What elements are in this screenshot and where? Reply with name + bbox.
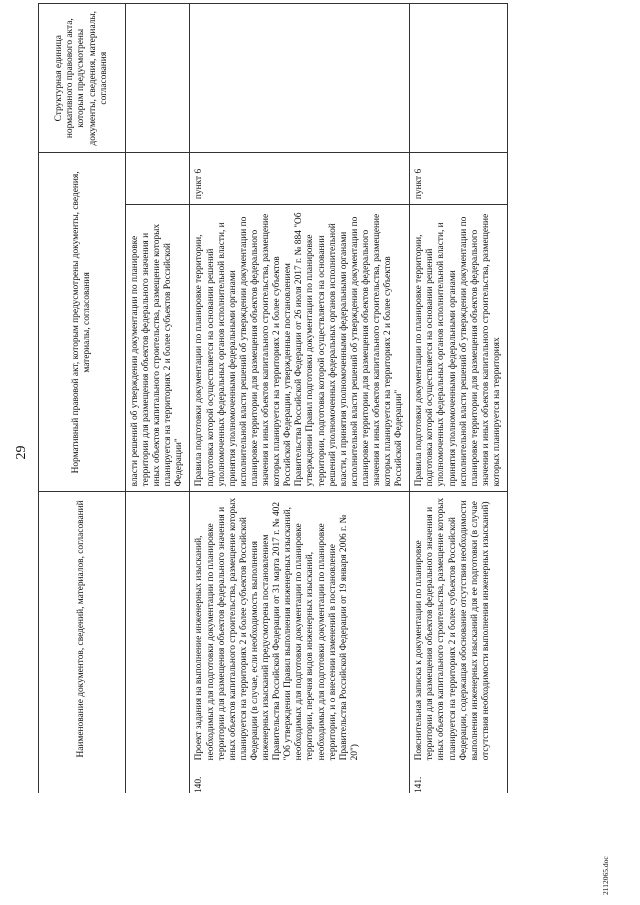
header-unit: Структурная единица нормативного правового акта, которым предусмотрены документы, сведения, материалы, согласования xyxy=(39,4,126,153)
row-document xyxy=(126,492,190,766)
row-act: Правила подготовки документации по планировке территории, подготовка которой осуществляется на основании решений уполномоченных федеральных органов исполнительной власти, и принятия уполномоченными федеральными органами исполнительной власти решений об утверждении документации по планировке территории для размещения объектов федерального значения и иных объектов капитального строительства, размещение которых планируется на территориях 2 и более субъектов Российской Федерации, утвержденные постановлением Правительства Российской Федерации от 26 июля 2017 г. № 884 "Об утверждении Правил подготовки документации по планировке территории, подготовка которой осуществляется на основании решений уполномоченных федеральных органов исполнительной власти, и принятия уполномоченными федеральными органами исполнительной власти решений об утверждении документации по планировке территории для размещения объектов федерального значения и иных объектов капитального строительства, размещение которых планируется на территориях 2 и более субъектов Российской Федерации" xyxy=(190,205,410,492)
row-unit xyxy=(126,4,190,153)
row-number xyxy=(126,765,190,793)
page-number: 29 xyxy=(14,445,29,460)
row-act-point xyxy=(126,153,190,205)
header-number-cell xyxy=(39,765,126,793)
table-row xyxy=(190,4,410,794)
row-unit-point: пункт 6 xyxy=(190,153,410,205)
row-document: Проект задания на выполнение инженерных изысканий, необходимых для подготовки документации по планировке территории для размещения объектов федерального значения и иных объектов капитального строительства, размещение которых планируется на территориях 2 и более субъектов Российской Федерации (в случае, если необходимость выполнения инженерных изысканий предусмотрена постановлением Правительства Российской Федерации от 31 марта 2017 г. № 402 "Об утверждении Правил выполнения инженерных изысканий, необходимых для подготовки документации по планировке территории, перечня видов инженерных изысканий, необходимых для подготовки документации по планировке территории, и о внесении изменений в постановление Правительства Российской Федерации от 19 января 2006 г. № 20") xyxy=(190,492,410,766)
header-act: Нормативный правовой акт, которым предусмотрены документы, сведения, материалы, согласования xyxy=(39,153,126,492)
table-row-continuation xyxy=(126,4,190,794)
row-unit-point: пункт 6 xyxy=(410,153,508,205)
row-act: Правила подготовки документации по планировке территории, подготовка которой осуществляется на основании решений уполномоченных федеральных органов исполнительной власти, и принятия уполномоченными федеральными органами исполнительной власти решений об утверждении документации по планировке территории для размещения объектов федерального значения и иных объектов капитального строительства, размещение которых планируется на территориях xyxy=(410,205,508,492)
row-unit xyxy=(190,4,410,153)
table-header-row xyxy=(39,4,126,794)
row-number: 140. xyxy=(190,765,410,793)
row-unit xyxy=(410,4,508,153)
row-number: 141. xyxy=(410,765,508,793)
header-documents: Наименование документов, сведений, материалов, согласований xyxy=(39,492,126,766)
row-act: власти решений об утверждении документации по планировке территории для размещения объектов федерального значения и иных объектов капитального строительства, размещение которых планируется на территориях 2 и более субъектов Российской Федерации" xyxy=(126,205,190,492)
document-id: 2112065.doc xyxy=(601,856,610,895)
table-row xyxy=(410,4,508,794)
row-document: Пояснительная записка к документации по планировке территории для размещения объектов федерального значения и иных объектов капитального строительства, размещение которых планируется на территориях 2 и более субъектов Российской Федерации, содержащая обоснование отсутствия необходимости выполнения инженерных изысканий для ее подготовки (в случае отсутствия необходимости выполнения инженерных изысканий) xyxy=(410,492,508,766)
documents-table xyxy=(38,3,508,793)
